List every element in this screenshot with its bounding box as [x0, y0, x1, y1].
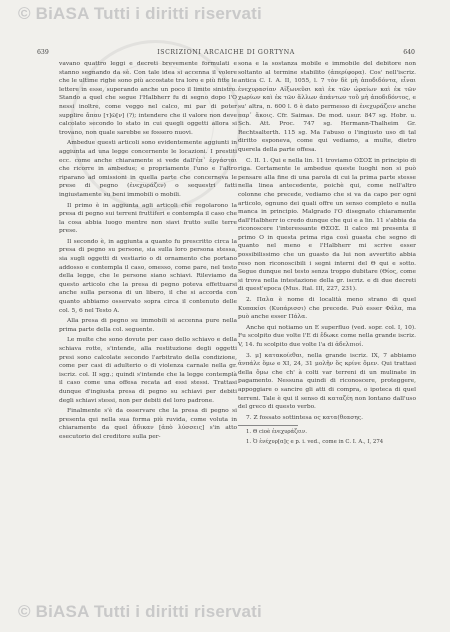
right-column [238, 60, 416, 449]
page-number-left: 639 [37, 49, 49, 56]
left-paragraph: Il secondo è, in aggiunta a quanto fu prescritto circa la presa di pegno su persone, sia sulla loro persona stessa, sia sugli oggetti di vestiario o di ornamento che portano addosso e contempla il caso, omesso, come pare, nel testo della legge, che le persone siano schiavi. Rileviamo da questo articolo che la presa di pegno poteva effettuarsi anche sulla persona di un libero, il che si accorda con quanto abbiamo osservato sopra circa il contenuto delle col. 5, 6 nel Testo A. [59, 238, 237, 314]
left-column [59, 60, 237, 444]
left-paragraph: Le multe che sono dovute per caso dello schiavo e della schiava rotte, s'intende, alla restituzione degli oggetti presi sono calcolate secondo l'arbitrato della condizione, come per casi di adulterio o di violenza carnale nella gr. iscriz. col. II sgg.; quindi s'intende che la legge contemplà il caso come una offesa recata ad essi stessi. Trattasi dunque d'ingiusta presa di pegno su schiavi per debiti degli schiavi stessi, non per debiti del loro padrone. [59, 337, 237, 404]
watermark-top: © BiASA Tutti i diritti riservati [18, 4, 262, 23]
watermark-bottom: © BiASA Tutti i diritti riservati [18, 602, 262, 621]
left-paragraph: Ambedue questi articoli sono evidentemente aggiunti in aggiunta ad una legge concernente le locazioni. I prestiti ecc. come anche chiaramente si vede dall'ἐπ᾽ ἐργάσται che ricorre in ambedue; e propriamente l'uno e l'altro riparano ad omissioni in quella parte che concerneva le prese di pegno (ἐνεχυράζεν) o sequestri fatti ingiustamente su beni immobili o mobili. [59, 140, 237, 198]
footnote-divider [238, 425, 298, 426]
right-paragraph: 7. Ζ fossato sottintesa ος κατα(θεασης. [246, 414, 363, 421]
right-paragraph: sona e la sostanza mobile e immobile del debitore non soltanto al termine stabilito (ἀπερίφορα). Cos' nell'iscriz. antica C. I. A. II, 1055, l. 7 τὸν δὲ μὴ ἀποδιδόντα, εἶναι ἐνεχυρασίαν Αἰξωνεῦσι καὶ ἐκ τῶν ὡραίων καὶ ἐκ τῶν χωρίων καὶ ἐκ τῶν ἄλλων ἁπάντων τοῦ μὴ ἀποδιδόντος, e su' altra, n. 600 l. 6 è dato permesso di ἐνεχυράζειν anche παρ᾽ ἄκοις. Cfr. Saimas. De mod. usur. 847 sg. Hobr. u. Sch. Att. Proc. 747 sg. Hermann-Thalheim Gr. Rechtsalterth. 115 sg. Ma l'abuso o l'ingiusto uso di tal diritto esponeva, come qui vediamo, a multe, dietro querela della parte offesa. [238, 61, 416, 153]
right-paragraph: 2. Παλα è nome di località meno strano di quel Κυπακίσι (Κυπάρισσι) che precede. Può esser Φάλα, ma può anche esser Πάλα. [238, 297, 416, 321]
left-paragraph: Alla presa di pegno su immobili si accenna pure nella prima parte della col. seguente. [59, 318, 237, 333]
left-paragraph: Il primo è in aggiunta agli articoli che regolarono la presa di pegno sui terreni fruttiferi e contempla il caso che la cosa abbia luogo mentre non siavi frutto sulle terre prese. [59, 202, 237, 235]
right-paragraph: C. II. 1. Qui e nella lin. 11 troviamo ΟΣΟΣ in principio di riga. Certamente le ambedue queste luoghi non si può pensare alla fine di una parola di cui la prima parte stesse nella linea antecedente, poichè qui, come nell'altro colonne che precede, vediamo che si va da capo per ogni articolo, ognuno dei quali offre un senso completo e nulla manca in principio. Malgrado l'O disegnato chiaramente dall'Halbherr io credo dunque che qui e a lin. 11 s'abbia da riconoscere l'interessante ΘΣΟΣ. Il calco mi presenta il primo O in questa prima riga così guasta che segno di quanto nel meno e l'Halbherr mi scrive esser possibilissimo che un guasto da lui non avvertito abbia reso non riconoscibili i segni interni del Θ qui e sotto. Segue dunque nel testo senza troppo dubitare (Θίος, come si trova nella intestazione della gr. iscriz. e di due decreti di quest'epoca (Mus. Ital. III, 227, 231). [238, 157, 416, 293]
right-paragraph: Anche qui notiamo un E superfluo (ved. sopr. col. I, 10). Fu scolpito due volte l'E di ἔδωκε come nella grande iscriz. V, 14. fu scolpito due volte l'a di ἀδελπιοί. [238, 324, 416, 348]
left-paragraph: Finalmente s'è da osservare che la presa di pegno si presenta qui nella sua forma più ruvida, come voluta in chiaramente da quel ἀδικαν [ἀπὸ λύσσεις] s'in atto esecutorio del creditore sulla per- [59, 408, 237, 440]
page-number-right: 640 [403, 49, 415, 56]
footnote: 1. Θ cioè ἐνεχυράζειν. [246, 429, 308, 436]
running-title: ISCRIZIONI ARCAICHE DI GORTYNA [157, 49, 295, 56]
page-header [37, 49, 415, 56]
left-paragraph: vavano quattro leggi e decreti brevemente formulati e stanno segnando da sè. Con tale idea si accenna il volere che le ultime righe sono più accostate tra loro e più fitte le lettere in esse, superando anche un poco il limite sinistro. Stando a quel che segue l'Halbherr fu di segno dopo l'O nessi inoltre, come veggo nel calco, mi par di poter supplire ἄπαυ [τ]ῶ[ν] (?); intendere che il valore non deve calcolato secondo lo stato in cui quegli oggetti allora si trovano, non quale sarebbe se fossero nuovi. [59, 61, 237, 136]
right-paragraph: 3. μ] κατακοίεθαι, nella grande iscriz. IX, 7 abbiamo ἀνπάλε ὅμω e XI, 24, 31 μολῆν ὅς κρίνε ὅμεν. Qui trattasi della ὅμω che ch' à colti var terreni di un mulinate in pagamento. Nessuna quindi di riconoscere, proteggere, appoggiare o sancire gli atti di compra, o ipoteca di quel terreni. Tale è qui il senso di καταζέη non lontano dall'uso del greco di questo verbo. [238, 352, 416, 411]
footnote: 1. Ὁ ἐνέχυρ[α]ς e p. i. ved., come in C. I. A., I, 274 [246, 438, 384, 445]
